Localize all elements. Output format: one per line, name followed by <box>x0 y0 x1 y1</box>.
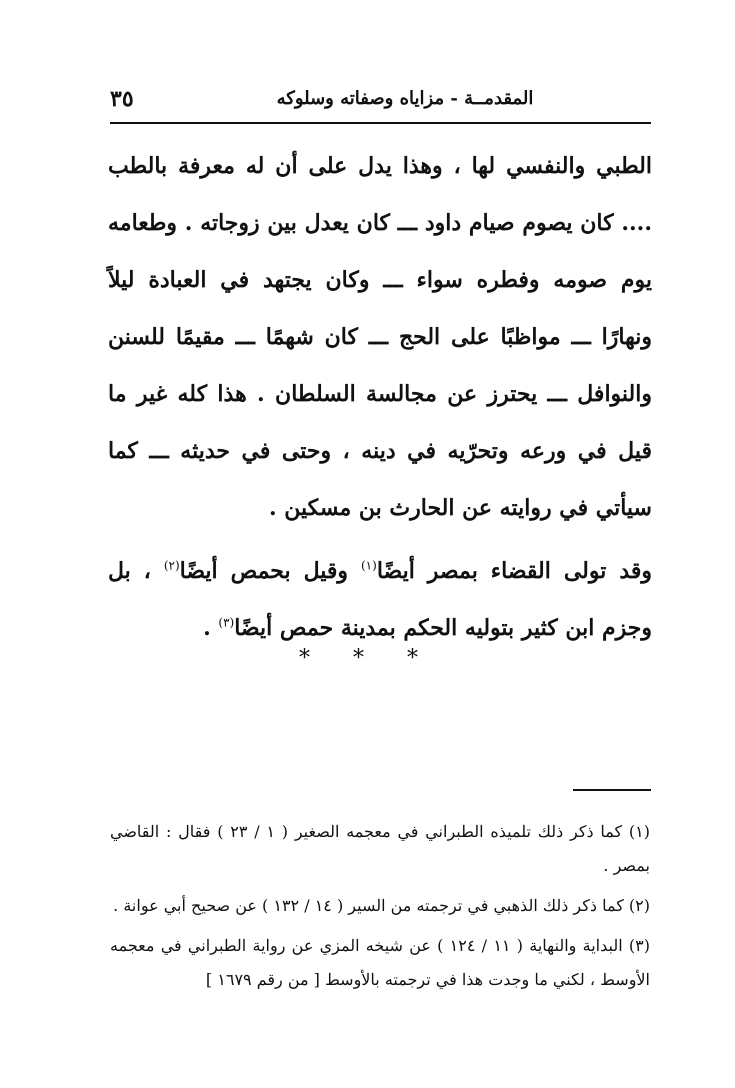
header-rule <box>110 122 651 124</box>
page-header <box>110 86 650 120</box>
paragraph-2-text-2: وقيل بحمص أيضًا <box>179 558 361 584</box>
running-title: المقدمــة - مزاياه وصفاته وسلوكه <box>276 88 534 109</box>
footnote-ref-1: (١) <box>360 558 377 573</box>
footnote-2: (٢) كما ذكر ذلك الذهبي في ترجمته من السير ( ١٤ / ١٣٢ ) عن صحيح أبي عوانة . <box>113 896 650 915</box>
footnote-3: (٣) البداية والنهاية ( ١١ / ١٢٤ ) عن شيخه المزي عن رواية الطبراني في معجمه الأوسط ، لكني ما وجدت هذا في ترجمته بالأوسط [ من رقم ١٦٧٩ ] <box>110 936 651 989</box>
paragraph-2 <box>108 543 652 657</box>
footnote-ref-2: (٢) <box>163 558 180 573</box>
section-ornament: * * * <box>299 646 436 671</box>
footnote-ref-3: (٣) <box>218 615 235 630</box>
page-number: ٣٥ <box>110 86 134 112</box>
footnote-rule <box>573 789 651 791</box>
paragraph-2-text-4: . <box>203 615 219 641</box>
footnotes <box>110 815 650 1003</box>
footnote-1: (١) كما ذكر ذلك تلميذه الطبراني في معجمه الصغير ( ١ / ٢٣ ) فقال : القاضي بمصر . <box>110 822 650 875</box>
paragraph-1: الطبي والنفسي لها ، وهذا يدل على أن له معرفة بالطب .... كان يصوم صيام داود ـــ كان يعدل بين زوجاته . وطعامه يوم صومه وفطره سواء ـــ وكان يجتهد في العبادة ليلاً ونهارًا ـــ مواظبًا على الحج ـــ كان شهمًا ـــ مقيمًا للسنن والنوافل ـــ يحترز عن مجالسة السلطان . هذا كله غير ما قيل في ورعه وتحرّيه في دينه ، وحتى في حديثه ـــ كما سيأتي في روايته عن الحارث بن مسكين . <box>108 153 652 521</box>
paragraph-2-text-3: ، بل وجزم ابن كثير بتوليه الحكم بمدينة حمص أيضًا <box>108 558 652 641</box>
main-text <box>108 138 652 657</box>
paragraph-2-text-1: وقد تولى القضاء بمصر أيضًا <box>376 558 653 584</box>
